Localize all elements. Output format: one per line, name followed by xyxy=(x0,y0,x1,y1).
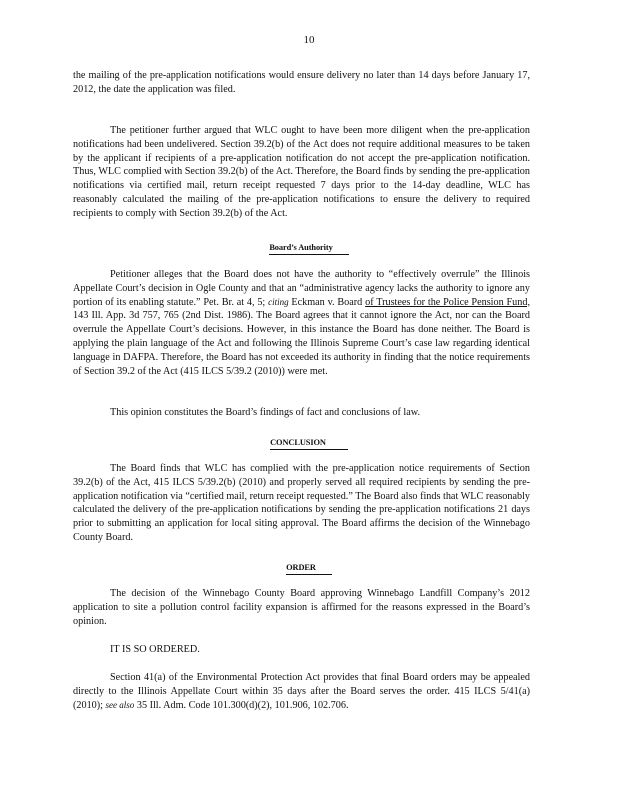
heading-order-text: ORDER xyxy=(286,562,332,575)
paragraph-opinion: This opinion constitutes the Board’s findings of fact and conclusions of law. xyxy=(110,407,421,418)
paragraph-authority xyxy=(73,268,530,378)
section41-text-part2: 35 Ill. Adm. Code 101.300(d)(2), 101.906, 102.706. xyxy=(134,699,349,711)
authority-eckman: Eckman v. Board xyxy=(288,296,363,308)
paragraph-section-41 xyxy=(73,671,530,712)
section41-text-part1: Section 41(a) of the Environmental Protection Act provides that final Board orders may be appealed directly to the Illinois Appellate Court within 35 days after the Board serves the order. 415 ILCS 5/41(a) (2010); xyxy=(73,672,530,711)
heading-order xyxy=(0,561,618,575)
paragraph-conclusion: The Board finds that WLC has complied with the pre-application notice requirements of Section 39.2(b) of the Act, 415 ILCS 5/39.2(b) (2010) and properly served all required recipients by sending the pre-application notification via “certified mail, return receipt requested.” The Board also finds that WLC reasonably calculated the delivery of the pre-application notifications by sending the pre-application notifications 21 days prior to submitting an application for local siting approval. The Board affirms the decision of the Winnebago County Board. xyxy=(73,463,530,543)
authority-citing: citing xyxy=(268,296,289,307)
heading-conclusion xyxy=(0,436,618,450)
paragraph-continuation: the mailing of the pre-application notifications would ensure delivery no later than 14 days before January 17, 2012, the date the application was filed. xyxy=(73,70,530,95)
heading-boards-authority xyxy=(0,241,618,255)
section41-see-also: see also xyxy=(105,699,135,710)
heading-conclusion-text: CONCLUSION xyxy=(270,437,348,450)
paragraph-so-ordered: IT IS SO ORDERED. xyxy=(110,644,200,655)
heading-boards-authority-text: Board’s Authority xyxy=(269,242,348,255)
paragraph-petitioner-argued: The petitioner further argued that WLC ought to have been more diligent when the pre-application notifications had been undelivered. Section 39.2(b) of the Act does not require additional measures to be taken by the applicant if recipients of a pre-application notification do not accept the pre-application notification. Thus, WLC complied with Section 39.2(b) of the Act. Therefore, the Board finds by sending the pre-application notifications via certified mail, return receipt requested 7 days prior to the 14-day deadline, WLC has reasonably calculated the mailing of the pre-application notifications to ensure the delivery to required recipients to comply with Section 39.2(b) of the Act. xyxy=(73,125,530,219)
authority-text-part1: Petitioner alleges that the Board does not have the authority to “effectively overrule” the Illinois Appellate Court’s decision in Ogle County and that an “administrative agency lacks the authority to ignore any portion of its enabling statute.” Pet. Br. at 4, 5; xyxy=(73,269,530,308)
paragraph-order: The decision of the Winnebago County Board approving Winnebago Landfill Company’s 2012 application to site a pollution control facility expansion is affirmed for the reasons expressed in the Board’s opinion. xyxy=(73,588,530,627)
authority-text-part2: 143 Ill. App. 3d 757, 765 (2nd Dist. 1986). The Board agrees that it cannot ignore the Act, nor can the Board overrule the Appellate Court’s decisions. However, in this instance the Board has done neither. The Board is applying the plain language of the Act and following the Illinois Supreme Court’s case law regarding identical language in DAFPA. Therefore, the Board has not exceeded its authority in finding that the notice requirements of Section 39.2 of the Act (415 ILCS 5/39.2 (2010)) were met. xyxy=(73,310,530,377)
authority-case-name: of Trustees for the Police Pension Fund, xyxy=(365,296,530,308)
page-number: 10 xyxy=(303,34,315,46)
